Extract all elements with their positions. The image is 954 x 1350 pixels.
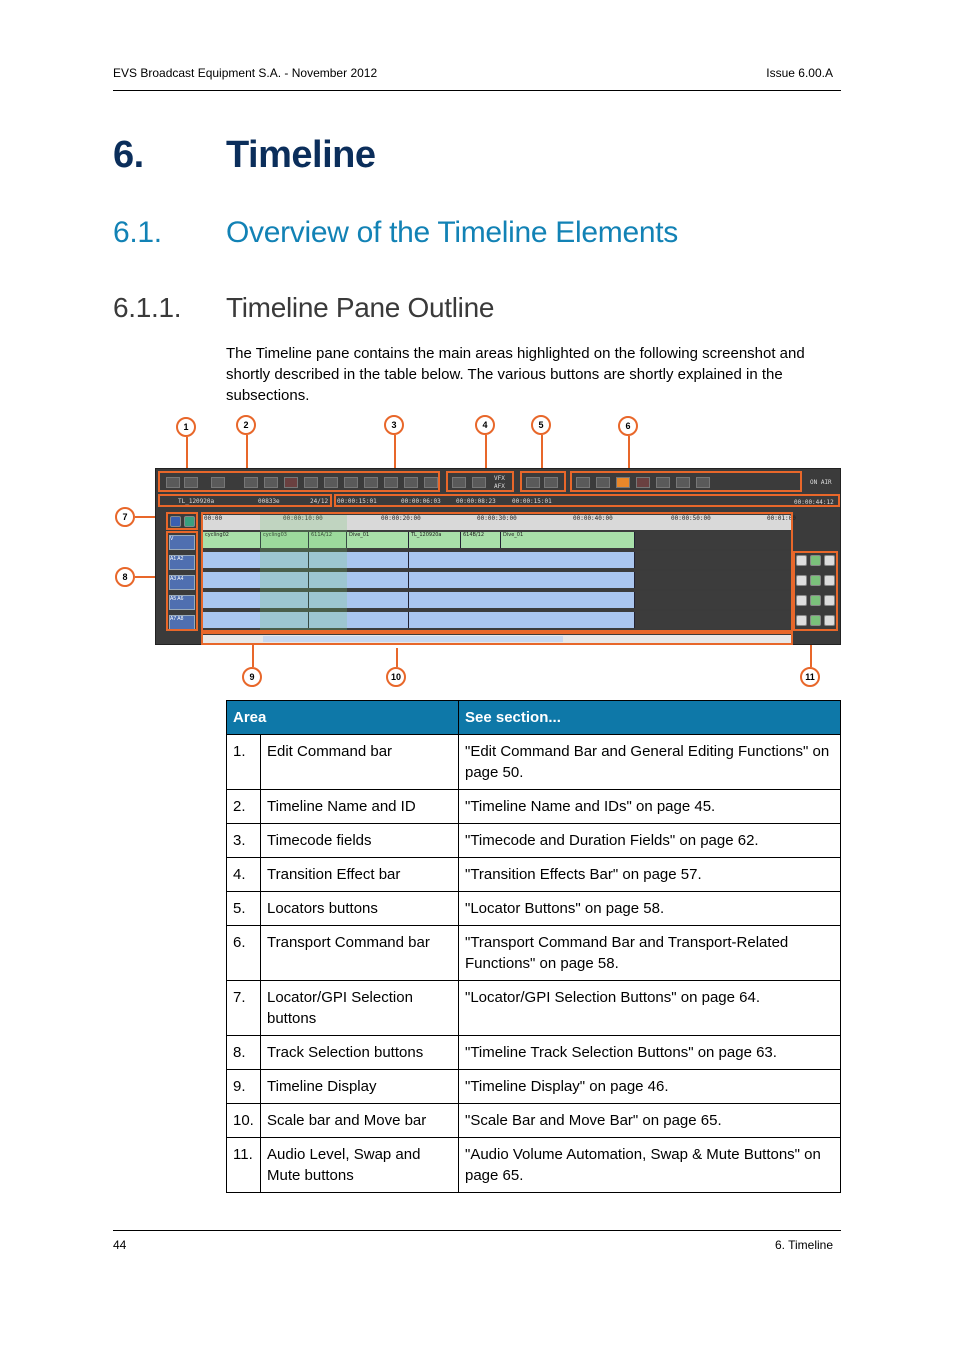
callout-5: 5 — [531, 415, 551, 435]
row-area: Edit Command bar — [261, 735, 459, 790]
highlight-timeline-name — [158, 494, 332, 507]
callout-4: 4 — [475, 415, 495, 435]
callout-3: 3 — [384, 415, 404, 435]
subsection-number: 6.1.1. — [113, 292, 182, 323]
ruler-tick: 00:00:20:00 — [381, 515, 421, 522]
table-row — [227, 858, 841, 892]
highlight-audio-buttons — [793, 551, 838, 631]
table-header-row — [227, 701, 841, 735]
chapter-heading — [113, 134, 375, 177]
leader-line — [396, 648, 398, 667]
leader-line — [485, 435, 487, 470]
row-area: Locator/GPI Selection buttons — [261, 981, 459, 1036]
callout-11: 11 — [800, 667, 820, 687]
row-area: Locators buttons — [261, 892, 459, 926]
row-number: 11. — [227, 1138, 261, 1193]
ruler-tick: 00:01:00 — [767, 515, 796, 522]
track-select-button: A5 A6 — [169, 595, 195, 610]
timeline-screenshot-figure — [110, 410, 845, 690]
row-reference: "Timeline Track Selection Buttons" on page 63. — [459, 1036, 841, 1070]
on-air-label: ON AIR — [810, 479, 832, 486]
tc-in: 00:00:15:01 — [337, 498, 377, 505]
highlight-locator-buttons — [520, 471, 566, 492]
highlight-timeline-display — [201, 512, 793, 632]
row-area: Transport Command bar — [261, 926, 459, 981]
clip-label: cycling03 — [263, 532, 287, 538]
table-row — [227, 892, 841, 926]
subsection-heading — [113, 292, 494, 324]
table-row — [227, 981, 841, 1036]
row-reference: "Transition Effects Bar" on page 57. — [459, 858, 841, 892]
leader-line — [186, 437, 188, 470]
header-left: EVS Broadcast Equipment S.A. - November 2012 — [113, 66, 378, 80]
chapter-title: Timeline — [226, 134, 376, 176]
clip-label: 614B/12 — [463, 532, 485, 538]
header-see-section: See section... — [459, 701, 841, 735]
timeline-id: 00833e — [258, 498, 280, 505]
callout-2: 2 — [236, 415, 256, 435]
callout-9: 9 — [242, 667, 262, 687]
footer-rule — [113, 1230, 841, 1231]
highlight-edit-command-bar — [158, 471, 440, 492]
callout-7: 7 — [115, 507, 135, 527]
track-select-button: A3 A4 — [169, 575, 195, 590]
track-select-button: V — [169, 535, 195, 550]
row-reference: "Locator/GPI Selection Buttons" on page 64. — [459, 981, 841, 1036]
tc-duration: 00:00:06:03 — [401, 498, 441, 505]
table-row — [227, 1138, 841, 1193]
ruler-tick: 00:00:10:00 — [283, 515, 323, 522]
row-reference: "Timeline Display" on page 46. — [459, 1070, 841, 1104]
timeline-name: TL_120920a — [178, 498, 215, 505]
afx-label: AFX — [494, 483, 505, 490]
reference-table — [226, 700, 841, 1193]
table-row — [227, 790, 841, 824]
ruler-tick: 00:00 — [204, 515, 223, 522]
highlight-locator-gpi — [166, 512, 198, 530]
highlight-track-selection — [166, 531, 198, 631]
table-row — [227, 1104, 841, 1138]
clip-label: Dive_01 — [503, 532, 524, 538]
section-number: 6.1. — [113, 216, 162, 249]
row-area: Scale bar and Move bar — [261, 1104, 459, 1138]
row-reference: "Timecode and Duration Fields" on page 62. — [459, 824, 841, 858]
row-area: Audio Level, Swap and Mute buttons — [261, 1138, 459, 1193]
row-reference: "Timeline Name and IDs" on page 45. — [459, 790, 841, 824]
header-area: Area — [227, 701, 459, 735]
row-reference: "Locator Buttons" on page 58. — [459, 892, 841, 926]
row-area: Track Selection buttons — [261, 1036, 459, 1070]
table-row — [227, 735, 841, 790]
callout-10: 10 — [386, 667, 406, 687]
clip-label: 611A/12 — [311, 532, 333, 538]
chapter-number: 6. — [113, 134, 144, 176]
row-number: 4. — [227, 858, 261, 892]
highlight-scale-bar — [201, 632, 793, 645]
leader-line — [541, 435, 543, 470]
row-number: 2. — [227, 790, 261, 824]
tc-position: 00:00:15:01 — [512, 498, 552, 505]
table-row — [227, 1070, 841, 1104]
table-row — [227, 824, 841, 858]
header-rule — [113, 90, 841, 91]
row-area: Transition Effect bar — [261, 858, 459, 892]
row-number: 1. — [227, 735, 261, 790]
track-select-button: A7 A8 — [169, 615, 195, 630]
highlight-transport-bar — [570, 471, 802, 492]
tc-out: 00:00:08:23 — [456, 498, 496, 505]
callout-6: 6 — [618, 416, 638, 436]
row-number: 5. — [227, 892, 261, 926]
clip-label: Dive_01 — [349, 532, 370, 538]
callout-8: 8 — [115, 567, 135, 587]
table-row — [227, 1036, 841, 1070]
row-reference: "Scale Bar and Move Bar" on page 65. — [459, 1104, 841, 1138]
row-number: 8. — [227, 1036, 261, 1070]
row-area: Timecode fields — [261, 824, 459, 858]
callout-1: 1 — [176, 417, 196, 437]
row-number: 6. — [227, 926, 261, 981]
row-reference: "Transport Command Bar and Transport-Related Functions" on page 58. — [459, 926, 841, 981]
subsection-title: Timeline Pane Outline — [226, 292, 495, 323]
page-number: 44 — [113, 1238, 127, 1252]
header-right: Issue 6.00.A — [766, 66, 833, 80]
section-heading — [113, 216, 678, 250]
leader-line — [628, 436, 630, 470]
footer-chapter: 6. Timeline — [774, 1238, 833, 1252]
highlight-transition-bar — [446, 471, 514, 492]
row-reference: "Edit Command Bar and General Editing Functions" on page 50. — [459, 735, 841, 790]
ruler-tick: 00:00:50:00 — [671, 515, 711, 522]
clip-label: cycling02 — [205, 532, 229, 538]
row-number: 10. — [227, 1104, 261, 1138]
track-select-button: A1 A2 — [169, 555, 195, 570]
row-area: Timeline Name and ID — [261, 790, 459, 824]
vfx-label: VFX — [494, 475, 505, 482]
row-number: 3. — [227, 824, 261, 858]
tc-total: 00:00:44:12 — [794, 499, 834, 506]
clip-label: TL_120920a — [411, 532, 442, 538]
row-number: 7. — [227, 981, 261, 1036]
highlight-timecode-fields — [334, 494, 840, 507]
row-reference: "Audio Volume Automation, Swap & Mute Buttons" on page 65. — [459, 1138, 841, 1193]
ruler-tick: 00:00:30:00 — [477, 515, 517, 522]
section-title: Overview of the Timeline Elements — [226, 216, 678, 249]
row-number: 9. — [227, 1070, 261, 1104]
row-area: Timeline Display — [261, 1070, 459, 1104]
intro-paragraph: The Timeline pane contains the main areas highlighted on the following screenshot and shortly described in the table below. The various buttons are shortly explained in the subsections. — [226, 345, 805, 404]
timeline-pane-screenshot — [155, 468, 841, 645]
ruler-tick: 00:00:40:00 — [573, 515, 613, 522]
timeline-count: 24/12 — [310, 498, 329, 505]
table-row — [227, 926, 841, 981]
